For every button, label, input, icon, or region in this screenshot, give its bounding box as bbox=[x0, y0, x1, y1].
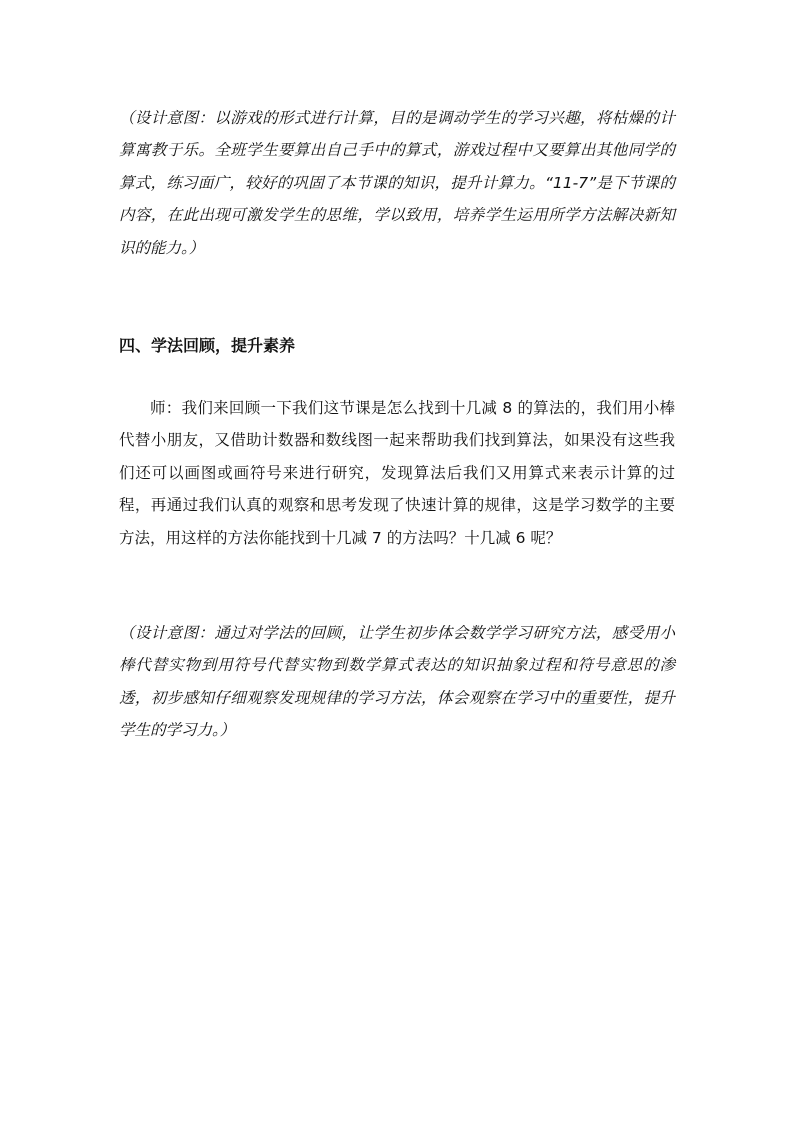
design-intent-note-games: （设计意图：以游戏的形式进行计算，目的是调动学生的学习兴趣，将枯燥的计算寓教于乐。全班学生要算出自己手中的算式，游戏过程中又要算出其他同学的算式，练习面广，较好的巩固了本节课的知识，提升计算力。“11-7”是下节课的内容，在此出现可激发学生的思维，学以致用，培养学生运用所学方法解决新知识的能力。） bbox=[119, 109, 675, 257]
design-intent-note-method-review: （设计意图：通过对学法的回顾，让学生初步体会数学学习研究方法，感受用小棒代替实物到用符号代替实物到数学算式表达的知识抽象过程和符号意思的渗透，初步感知仔细观察发现规律的学习方法，体会观察在学习中的重要性，提升学生的学习力。） bbox=[119, 624, 675, 740]
teacher-review-paragraph: 师：我们来回顾一下我们这节课是怎么找到十几减 8 的算法的，我们用小棒代替小朋友，又借助计数器和数线图一起来帮助我们找到算法，如果没有这些我们还可以画图或画符号来进行研究，发现算法后我们又用算式来表示计算的过程，再通过我们认真的观察和思考发现了快速计算的规律，这是学习数学的主要方法，用这样的方法你能找到十几减 7 的方法吗？十几减 6 呢？ bbox=[119, 399, 675, 547]
section-heading-method-review: 四、学法回顾，提升素养 bbox=[119, 336, 296, 355]
